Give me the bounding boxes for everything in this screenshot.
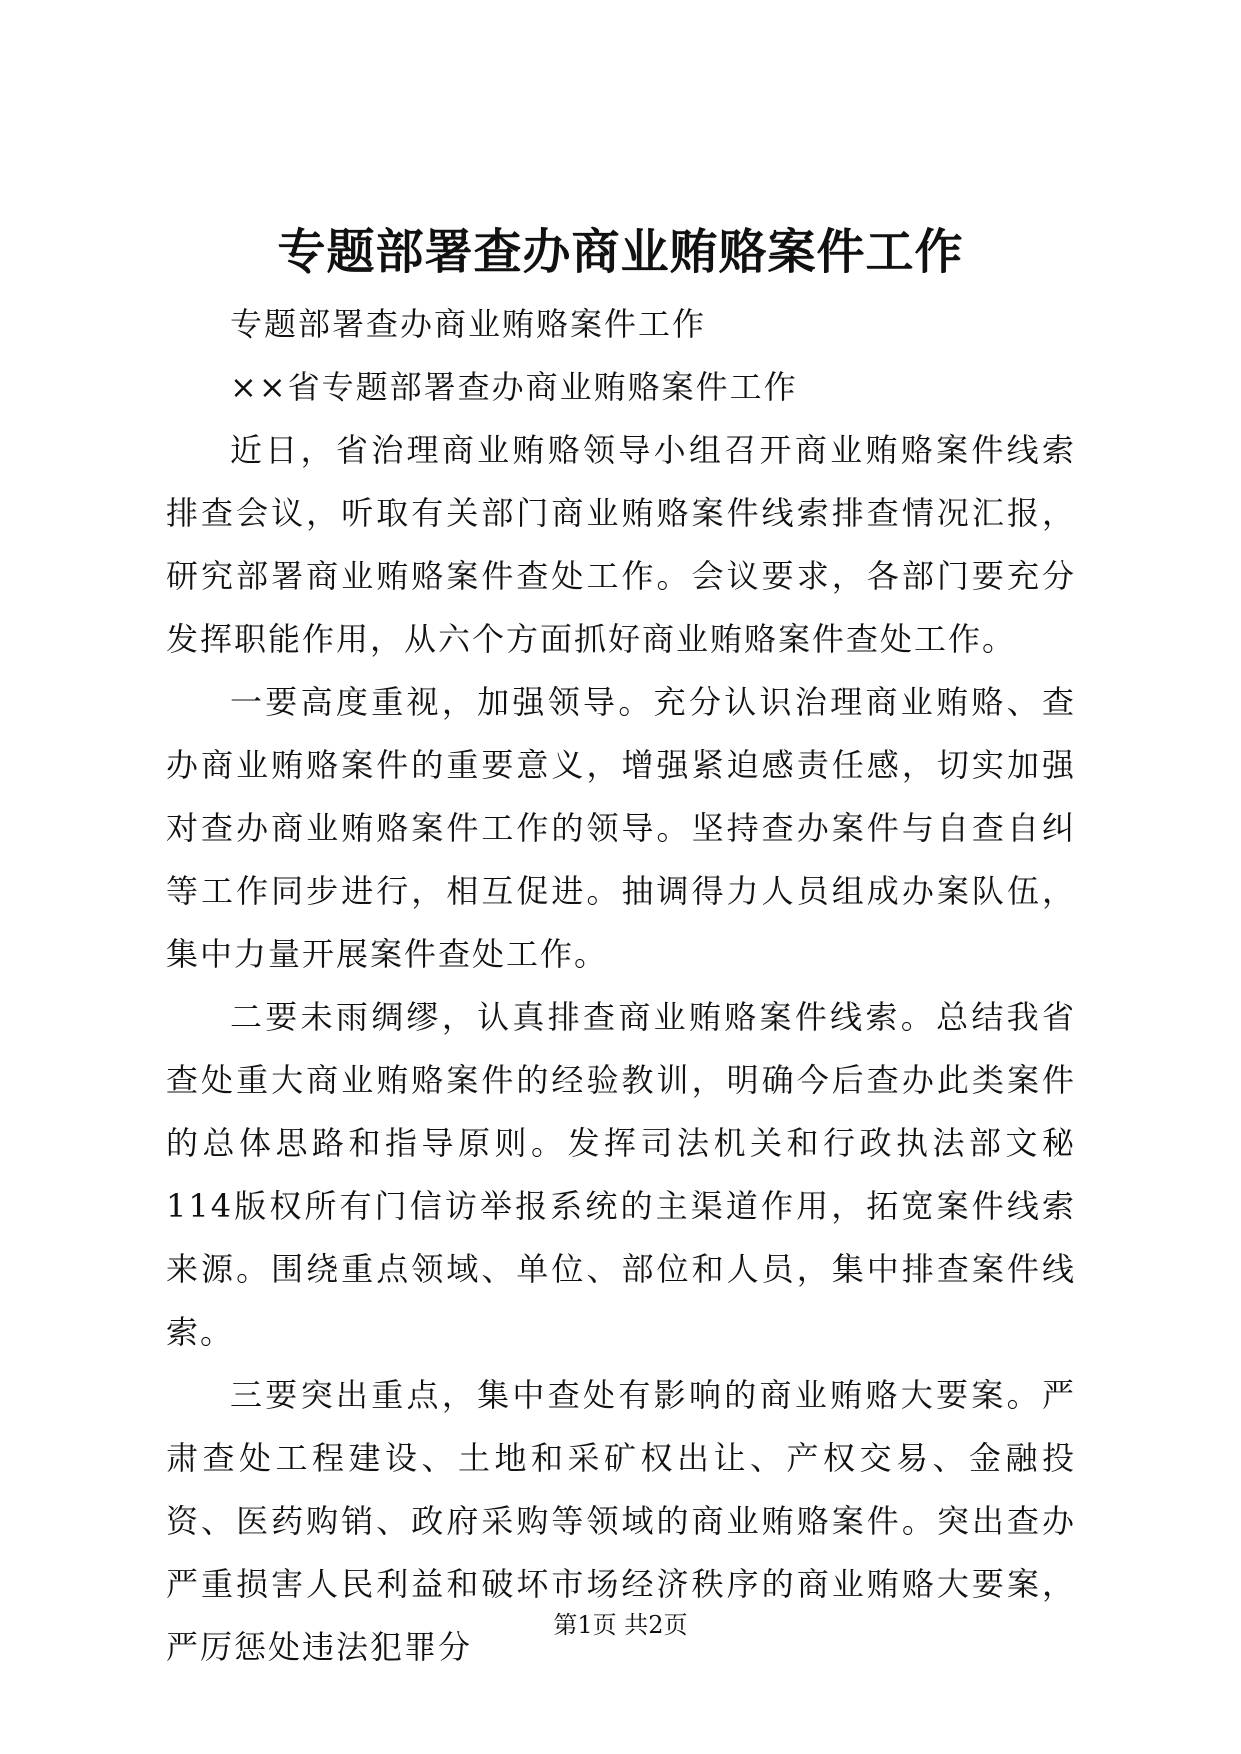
paragraph-heading: ××省专题部署查办商业贿赂案件工作	[230, 368, 798, 406]
paragraph-point-1: 一要高度重视，加强领导。充分认识治理商业贿赂、查办商业贿赂案件的重要意义，增强紧迫感责任感，切实加强对查办商业贿赂案件工作的领导。坚持查办案件与自查自纠等工作同步进行，相互促进。抽调得力人员组成办案队伍，集中力量开展案件查处工作。	[166, 683, 1076, 973]
document-body	[166, 293, 1076, 1679]
document-title: 专题部署查办商业贿赂案件工作	[277, 224, 964, 280]
paragraph-subtitle: 专题部署查办商业贿赂案件工作	[230, 305, 707, 343]
page-footer: 第1页 共2页	[553, 1611, 688, 1639]
paragraph-intro: 近日，省治理商业贿赂领导小组召开商业贿赂案件线索排查会议，听取有关部门商业贿赂案件线索排查情况汇报，研究部署商业贿赂案件查处工作。会议要求，各部门要充分发挥职能作用，从六个方面抓好商业贿赂案件查处工作。	[166, 431, 1076, 658]
paragraph-point-2: 二要未雨绸缪，认真排查商业贿赂案件线索。总结我省查处重大商业贿赂案件的经验教训，明确今后查办此类案件的总体思路和指导原则。发挥司法机关和行政执法部文秘114版权所有门信访举报系统的主渠道作用，拓宽案件线索来源。围绕重点领域、单位、部位和人员，集中排查案件线索。	[166, 998, 1076, 1351]
paragraph-point-3: 三要突出重点，集中查处有影响的商业贿赂大要案。严肃查处工程建设、土地和采矿权出让、产权交易、金融投资、医药购销、政府采购等领域的商业贿赂案件。突出查办严重损害人民利益和破坏市场经济秩序的商业贿赂大要案，严厉惩处违法犯罪分	[166, 1376, 1076, 1666]
